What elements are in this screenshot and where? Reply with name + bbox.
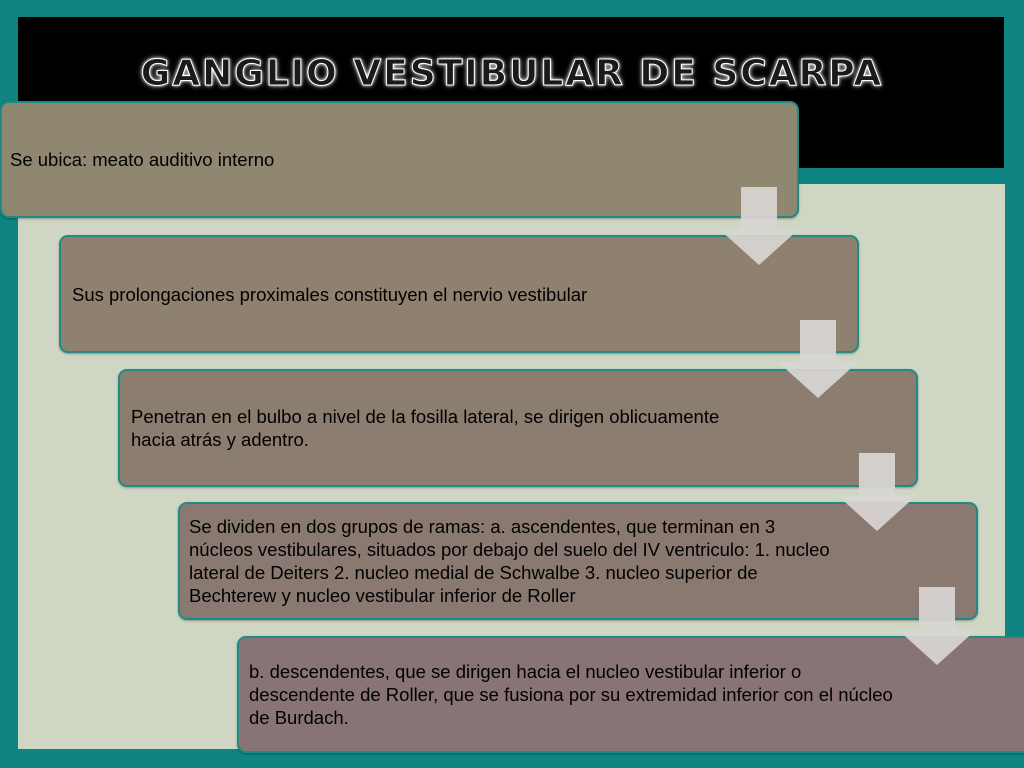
step-3-text: Penetran en el bulbo a nivel de la fosilla lateral, se dirigen oblicuamente hacia atrás y adentro. <box>131 406 720 450</box>
down-arrow-icon <box>897 587 977 667</box>
down-arrow-icon <box>719 187 799 267</box>
step-1-text: Se ubica: meato auditivo interno <box>10 149 275 170</box>
process-step-1 <box>0 101 799 218</box>
down-arrow-icon <box>837 453 917 533</box>
step-5-text: b. descendentes, que se dirigen hacia el nucleo vestibular inferior o descendente de Roller, que se fusiona por su extremidad inferior con el núcleo de Burdach. <box>249 661 893 728</box>
step-4-text: Se dividen en dos grupos de ramas: a. ascendentes, que terminan en 3 núcleos vestibulares, situados por debajo del suelo del IV ventriculo: 1. nucleo lateral de Deiters 2. nucleo medial de Schwalbe 3. nucleo superior de Bechterew y nucleo vestibular inferior de Roller <box>189 516 830 606</box>
down-arrow-icon <box>778 320 858 400</box>
slide-title: GANGLIO VESTIBULAR DE SCARPA <box>140 53 884 94</box>
step-2-text: Sus prolongaciones proximales constituyen el nervio vestibular <box>72 283 588 305</box>
